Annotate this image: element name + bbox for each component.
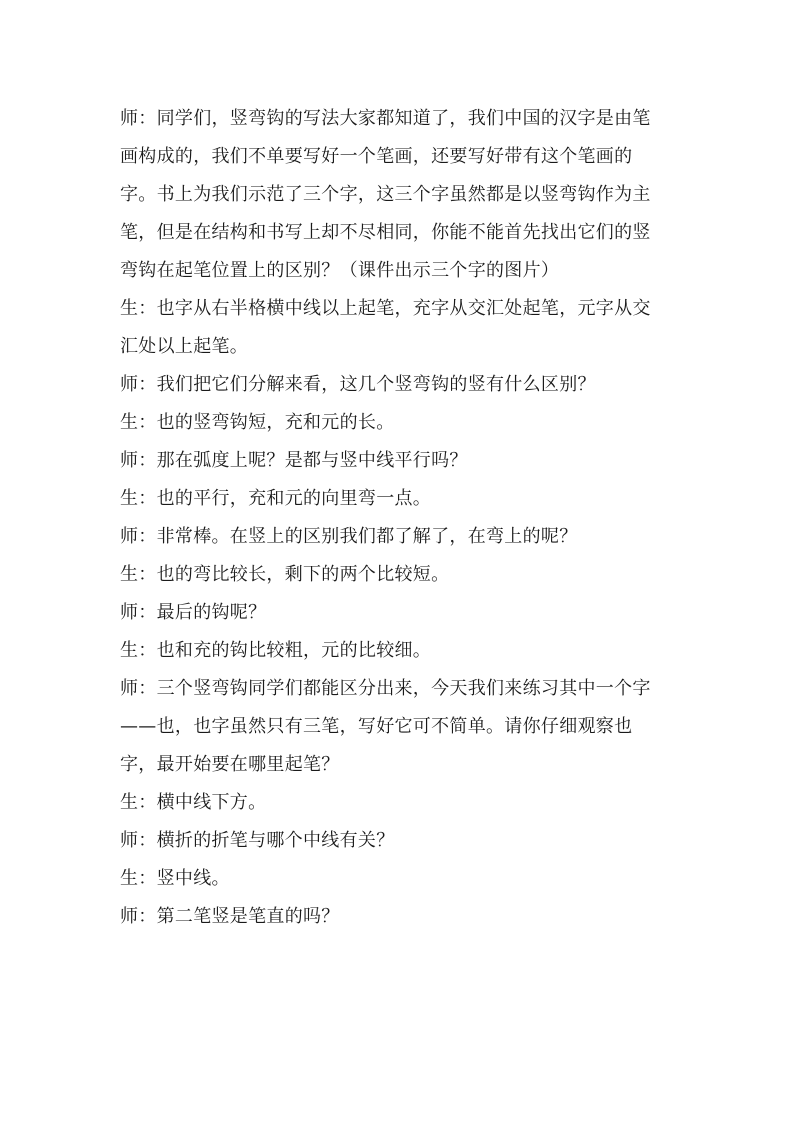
text-line: 师：非常棒。在竖上的区别我们都了解了，在弯上的呢？ [120, 526, 578, 547]
text-line: 生：也的竖弯钩短，充和元的长。 [120, 412, 395, 433]
text-line: ——也，也字虽然只有三笔，写好它可不简单。请你仔细观察也 [120, 716, 633, 737]
dialogue-text [120, 100, 680, 936]
text-line: 笔，但是在结构和书写上却不尽相同，你能不能首先找出它们的竖 [120, 222, 651, 243]
text-line: 生：也的平行，充和元的向里弯一点。 [120, 488, 432, 509]
text-line: 师：那在弧度上呢？是都与竖中线平行吗？ [120, 450, 468, 471]
text-line: 弯钩在起笔位置上的区别？（课件出示三个字的图片） [120, 260, 560, 281]
text-line: 生：也的弯比较长，剩下的两个比较短。 [120, 564, 450, 585]
text-line: 师：同学们，竖弯钩的写法大家都知道了，我们中国的汉字是由笔 [120, 108, 651, 129]
text-line: 生：也字从右半格横中线以上起笔，充字从交汇处起笔，元字从交 [120, 298, 651, 319]
text-line: 师：第二笔竖是笔直的吗？ [120, 906, 340, 927]
text-line: 字。书上为我们示范了三个字，这三个字虽然都是以竖弯钩作为主 [120, 184, 651, 205]
text-line: 生：横中线下方。 [120, 792, 267, 813]
text-line: 汇处以上起笔。 [120, 336, 249, 357]
text-line: 师：我们把它们分解来看，这几个竖弯钩的竖有什么区别？ [120, 374, 596, 395]
text-line: 画构成的，我们不单要写好一个笔画，还要写好带有这个笔画的 [120, 146, 633, 167]
text-line: 师：横折的折笔与哪个中线有关？ [120, 830, 395, 851]
text-line: 生：竖中线。 [120, 868, 230, 889]
text-line: 师：三个竖弯钩同学们都能区分出来，今天我们来练习其中一个字 [120, 678, 651, 699]
text-line: 师：最后的钩呢？ [120, 602, 267, 623]
text-line: 生：也和充的钩比较粗，元的比较细。 [120, 640, 432, 661]
text-line: 字，最开始要在哪里起笔？ [120, 754, 340, 775]
